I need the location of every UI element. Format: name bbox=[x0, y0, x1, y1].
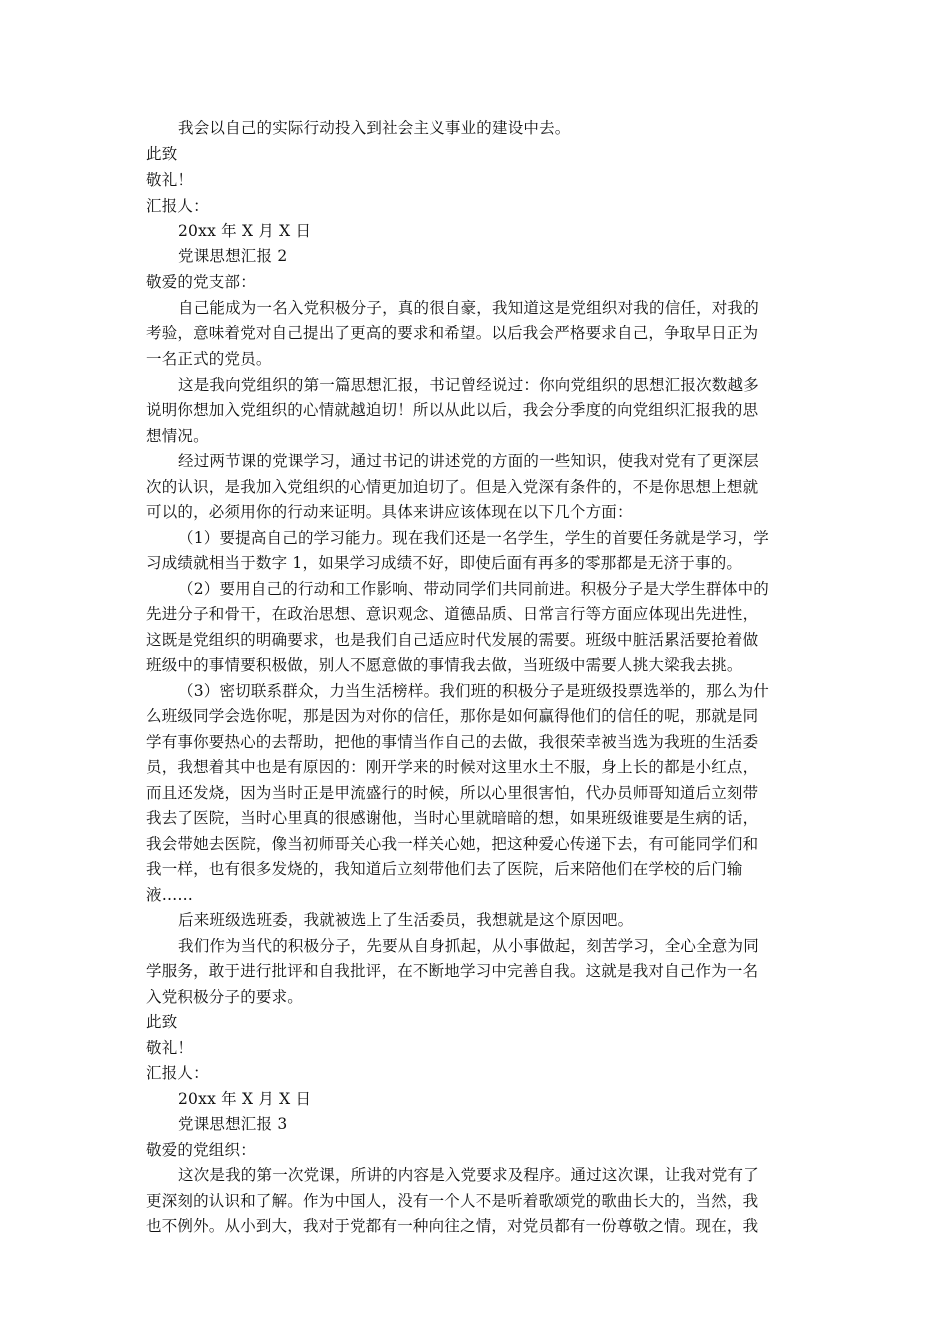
body-line: 学有事你要热心的去帮助，把他的事情当作自己的去做，我很荣幸被当选为我班的生活委 bbox=[146, 733, 759, 751]
closing-line: 敬礼！ bbox=[146, 171, 194, 189]
body-line: 想情况。 bbox=[146, 427, 209, 445]
report-date: 20xx 年 X 月 X 日 bbox=[178, 222, 312, 240]
body-line: 我们作为当代的积极分子，先要从自身抓起，从小事做起，刻苦学习，全心全意为同 bbox=[178, 937, 759, 955]
body-line: 么班级同学会选你呢，那是因为对你的信任，那你是如何赢得他们的信任的呢，那就是同 bbox=[146, 707, 759, 725]
body-line: 班级中的事情要积极做，别人不愿意做的事情我去做，当班级中需要人挑大梁我去挑。 bbox=[146, 656, 743, 674]
body-line: 更深刻的认识和了解。作为中国人，没有一个人不是听着歌颂党的歌曲长大的，当然，我 bbox=[146, 1192, 759, 1210]
salutation: 敬爱的党支部： bbox=[146, 273, 256, 291]
body-line: 习成绩就相当于数字 1，如果学习成绩不好，即使后面有再多的零那都是无济于事的。 bbox=[146, 554, 743, 572]
body-line: （3）密切联系群众，力当生活榜样。我们班的积极分子是班级投票选举的，那么为什 bbox=[178, 682, 769, 700]
report-date: 20xx 年 X 月 X 日 bbox=[178, 1090, 312, 1108]
body-line: 我去了医院，当时心里真的很感谢他，当时心里就暗暗的想，如果班级谁要是生病的话， bbox=[146, 809, 759, 827]
body-line: 而且还发烧，因为当时正是甲流盛行的时候，所以心里很害怕，代办员师哥知道后立刻带 bbox=[146, 784, 759, 802]
section-title: 党课思想汇报 2 bbox=[178, 247, 288, 265]
body-line: 可以的，必须用你的行动来证明。具体来讲应该体现在以下几个方面： bbox=[146, 503, 633, 521]
body-line: 这既是党组织的明确要求，也是我们自己适应时代发展的需要。班级中脏活累活要抢着做 bbox=[146, 631, 759, 649]
salutation: 敬爱的党组织： bbox=[146, 1141, 256, 1159]
body-line: 液…… bbox=[146, 886, 194, 904]
body-line: 学服务，敢于进行批评和自我批评，在不断地学习中完善自我。这就是我对自己作为一名 bbox=[146, 962, 759, 980]
body-line: 我一样，也有很多发烧的，我知道后立刻带他们去了医院，后来陪他们在学校的后门输 bbox=[146, 860, 743, 878]
signature-label: 汇报人： bbox=[146, 1064, 209, 1082]
closing-line: 此致 bbox=[146, 1013, 178, 1031]
body-line: 说明你想加入党组织的心情就越迫切！所以从此以后，我会分季度的向党组织汇报我的思 bbox=[146, 401, 759, 419]
body-line: 先进分子和骨干，在政治思想、意识观念、道德品质、日常言行等方面应体现出先进性， bbox=[146, 605, 759, 623]
body-line: 入党积极分子的要求。 bbox=[146, 988, 304, 1006]
closing-line: 敬礼！ bbox=[146, 1039, 194, 1057]
body-line: 这是我向党组织的第一篇思想汇报，书记曾经说过：你向党组织的思想汇报次数越多 bbox=[178, 376, 759, 394]
body-line: 考验，意味着党对自己提出了更高的要求和希望。以后我会严格要求自己，争取早日正为 bbox=[146, 324, 759, 342]
body-line: 后来班级选班委，我就被选上了生活委员，我想就是这个原因吧。 bbox=[178, 911, 634, 929]
body-line: 这次是我的第一次党课，所讲的内容是入党要求及程序。通过这次课，让我对党有了 bbox=[178, 1166, 759, 1184]
body-line: （1）要提高自己的学习能力。现在我们还是一名学生，学生的首要任务就是学习，学 bbox=[178, 529, 769, 547]
body-line: 经过两节课的党课学习，通过书记的讲述党的方面的一些知识，使我对党有了更深层 bbox=[178, 452, 759, 470]
signature-label: 汇报人： bbox=[146, 197, 209, 215]
body-line: 一名正式的党员。 bbox=[146, 350, 272, 368]
body-line: 我会以自己的实际行动投入到社会主义事业的建设中去。 bbox=[178, 119, 571, 137]
body-line: 次的认识，是我加入党组织的心情更加迫切了。但是入党深有条件的，不是你思想上想就 bbox=[146, 478, 759, 496]
body-line: 我会带她去医院，像当初师哥关心我一样关心她，把这种爱心传递下去，有可能同学们和 bbox=[146, 835, 759, 853]
body-line: 员，我想着其中也是有原因的：刚开学来的时候对这里水土不服，身上长的都是小红点， bbox=[146, 758, 759, 776]
body-line: 也不例外。从小到大，我对于党都有一种向往之情，对党员都有一份尊敬之情。现在，我 bbox=[146, 1217, 759, 1235]
body-line: 自己能成为一名入党积极分子，真的很自豪，我知道这是党组织对我的信任，对我的 bbox=[178, 299, 759, 317]
closing-line: 此致 bbox=[146, 145, 178, 163]
section-title: 党课思想汇报 3 bbox=[178, 1115, 288, 1133]
body-line: （2）要用自己的行动和工作影响、带动同学们共同前进。积极分子是大学生群体中的 bbox=[178, 580, 769, 598]
